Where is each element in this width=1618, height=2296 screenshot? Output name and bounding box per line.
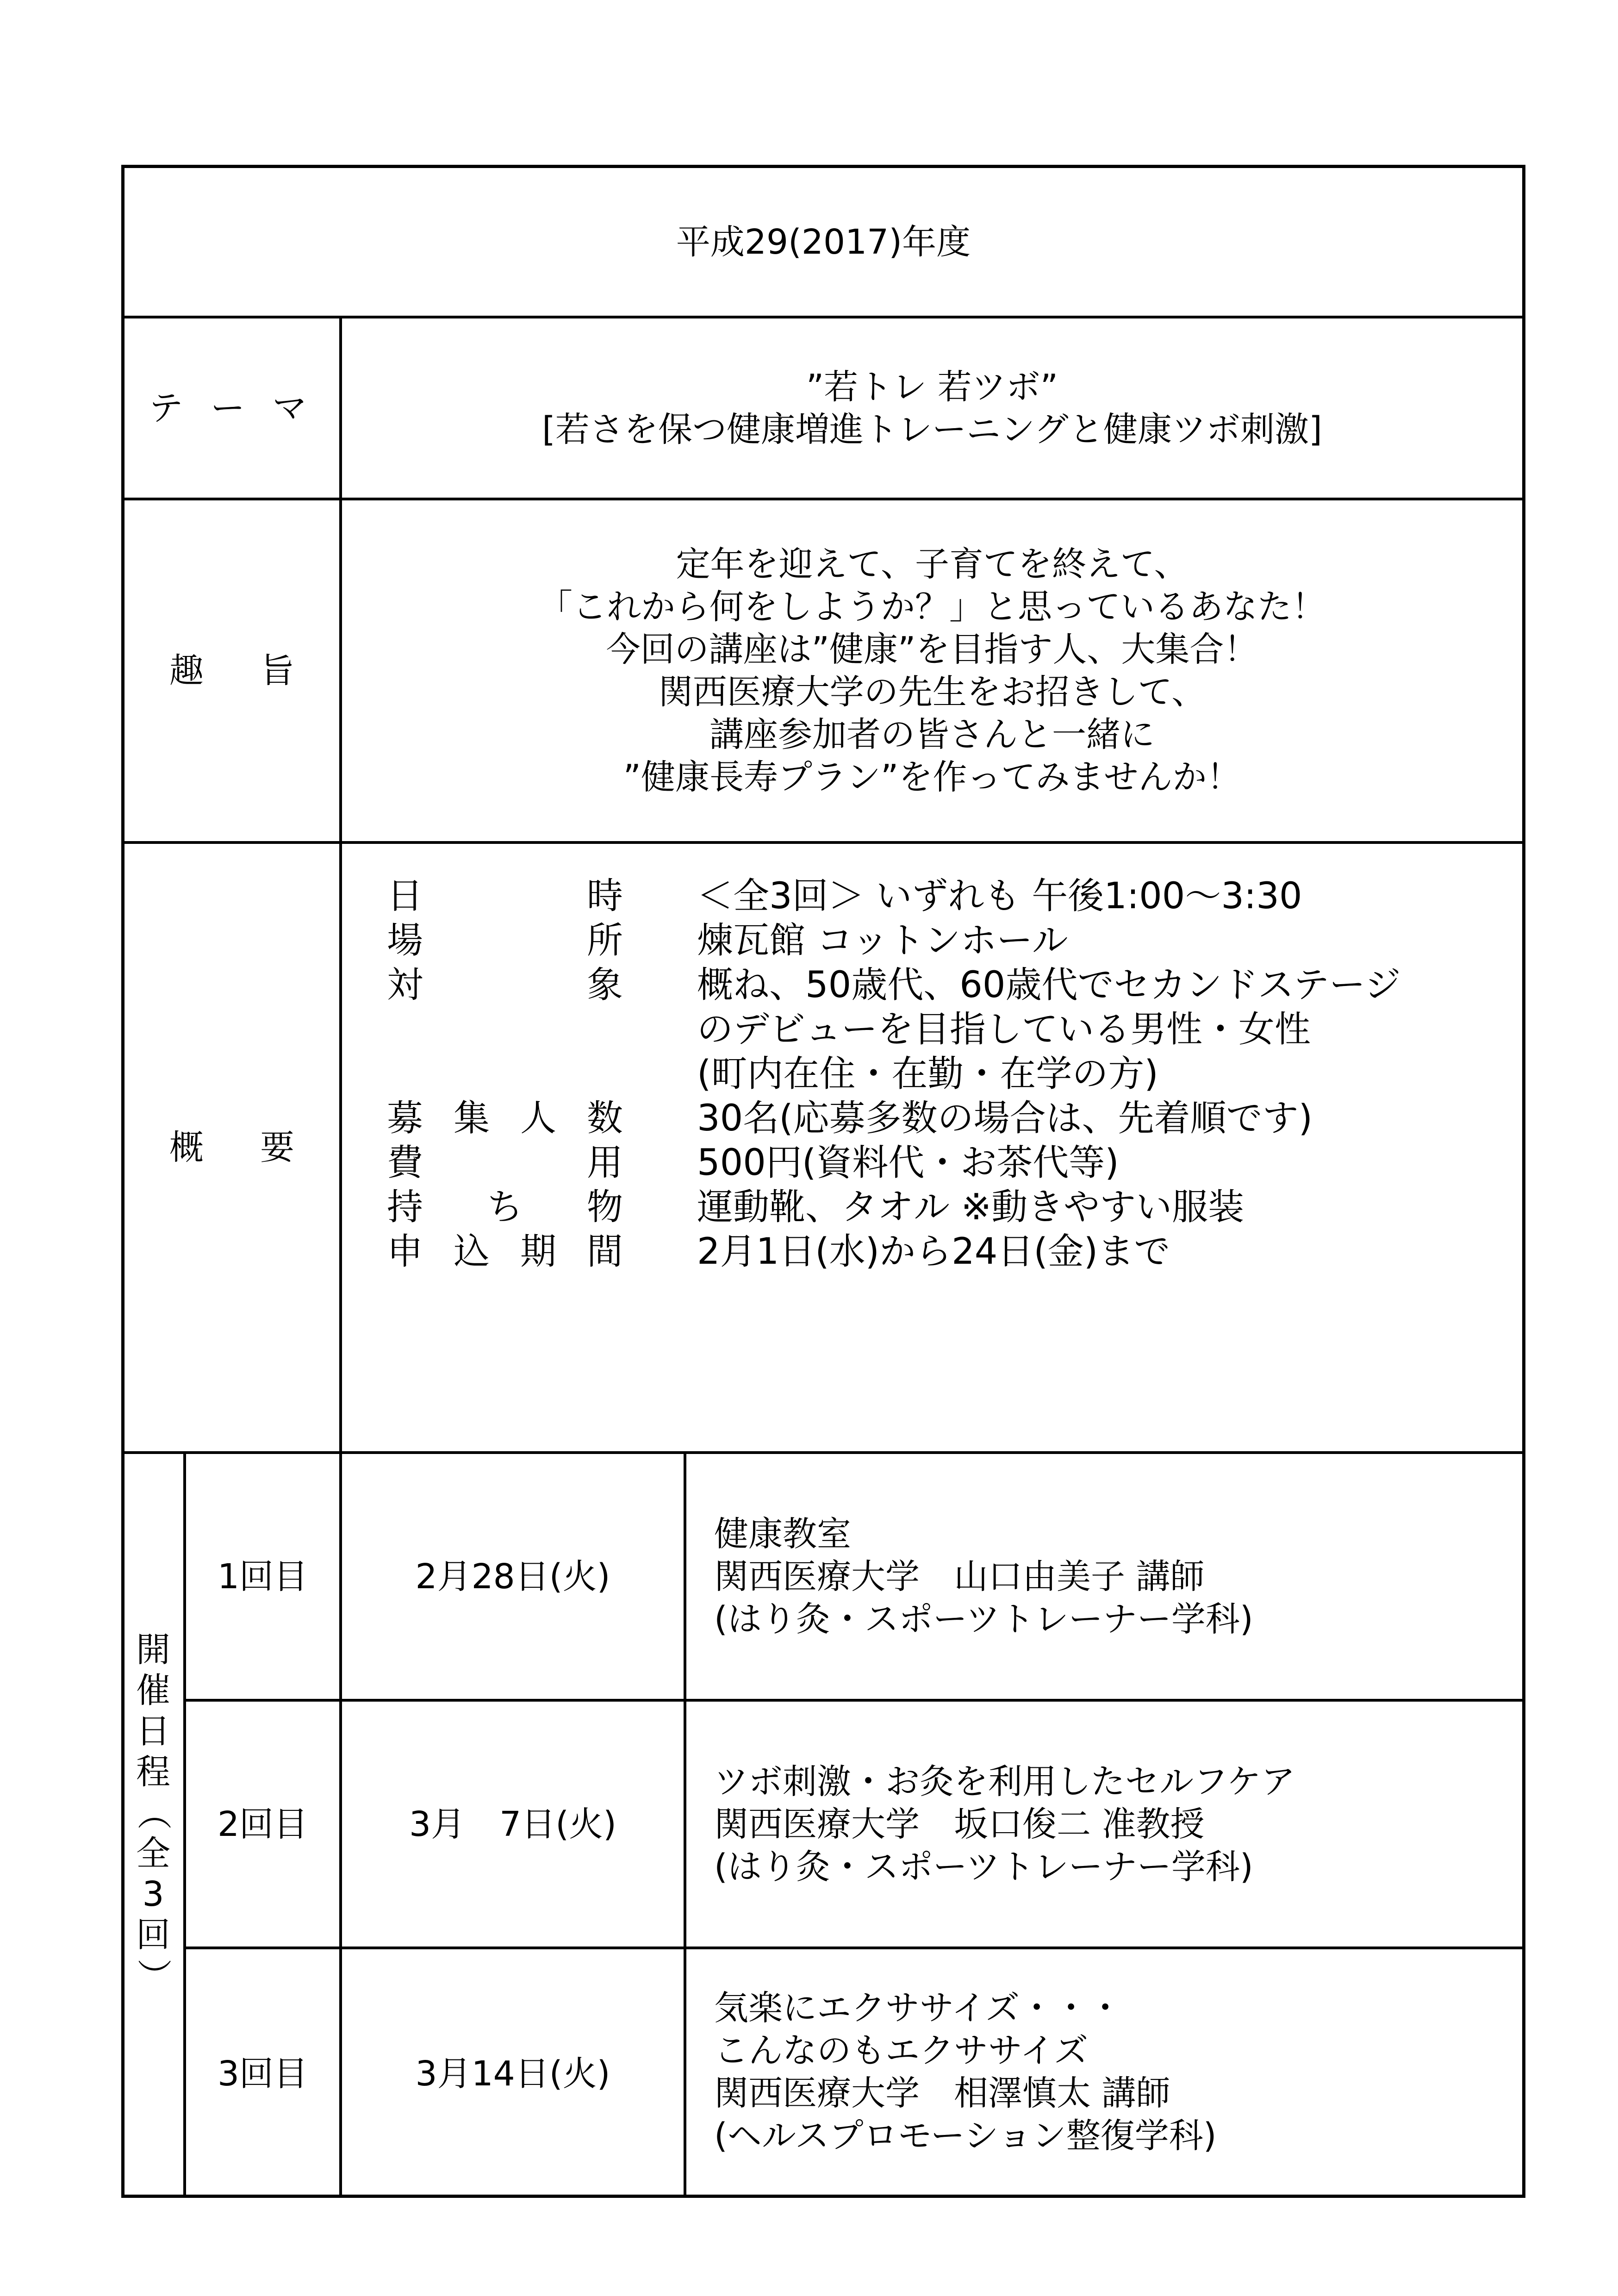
session-3-number [186,1949,339,2198]
session-detail-line: 気楽にエクササイズ・・・ [714,1988,1123,2028]
session-number-text: 1回目 [217,1556,308,1597]
session-detail-line: (はり灸・スポーツトレーナー学科) [714,1847,1253,1887]
overview-label-char-2: 要 [260,1128,294,1167]
overview-row-value: 30名(応募多数の場合は、先着順です) [697,1098,1313,1139]
label-char: 間 [586,1231,623,1273]
label-char: 用 [586,1142,623,1184]
schedule-vertical-label [131,1629,175,1996]
label-char: 集 [453,1098,490,1139]
purpose-line: 講座参加者の皆さんと一緒に [709,715,1155,755]
schedule-label-char: ） [133,1959,173,1993]
label-char: 所 [586,920,623,961]
schedule-label-char: 開 [136,1630,170,1670]
label-char: 費 [387,1142,423,1184]
session-detail-line: 関西医療大学 相澤慎太 講師 [714,2073,1170,2113]
overview-row-label [387,1141,623,1185]
session-1-date [342,1454,684,1699]
session-detail-line: 関西医療大学 坂口俊二 准教授 [714,1804,1205,1844]
session-date-text: 3月 7日(火) [409,1804,616,1844]
label-char: 期 [520,1231,556,1273]
schedule-label-char: （ [133,1796,173,1830]
overview-label-cell [124,844,339,1451]
fiscal-year-text: 平成29(2017)年度 [676,222,971,262]
label-char: 申 [387,1231,423,1273]
session-detail-line: 健康教室 [714,1514,851,1554]
label-char: 対 [387,964,423,1006]
label-char: 象 [586,964,623,1006]
session-3-date [342,1949,684,2198]
label-char: 数 [586,1098,623,1139]
purpose-label [169,649,294,692]
session-number-text: 2回目 [217,1804,308,1844]
session-number-text: 3回目 [217,2053,308,2094]
session-date-text: 3月14日(火) [415,2053,610,2094]
session-detail-line: 関西医療大学 山口由美子 講師 [714,1556,1205,1597]
overview-label [169,1126,294,1169]
fiscal-year-title [124,168,1522,316]
schedule-label-char: 3 [142,1874,164,1914]
purpose-line: 関西医療大学の先生をお招きして、 [658,672,1206,712]
schedule-label-char: 催 [136,1671,170,1710]
session-2-date [342,1702,684,1947]
session-detail-line: こんなのもエクササイズ [714,2031,1089,2071]
label-char: ち [486,1186,523,1228]
overview-row-value: 500円(資料代・お茶代等) [697,1142,1119,1184]
divider-schedule-date [684,1451,686,2198]
session-2-number [186,1702,339,1947]
label-char: 人 [520,1098,556,1139]
purpose-content-cell [342,500,1522,841]
theme-title: ”若トレ 若ツボ” [806,367,1058,407]
purpose-line: 定年を迎えて、子育てを終えて、 [676,544,1189,584]
label-char: 持 [387,1186,423,1228]
session-1-details [714,1454,1519,1699]
schedule-label-char: 回 [136,1915,170,1955]
overview-row-value: 2月1日(水)から24日(金)まで [697,1231,1170,1273]
overview-row-label [387,874,623,918]
label-char: 物 [586,1186,623,1228]
label-char: 場 [387,920,423,961]
label-char: 日 [387,875,423,917]
theme-subtitle: [若さを保つ健康増進トレーニングと健康ツボ刺激] [542,409,1322,449]
purpose-label-char-2: 旨 [260,651,294,691]
schedule-label-char: 日 [136,1711,170,1751]
overview-row-value: ＜全3回＞ いずれも 午後1:00～3:30 [697,875,1302,917]
session-detail-line: (はり灸・スポーツトレーナー学科) [714,1599,1253,1639]
label-char: 込 [453,1231,490,1273]
purpose-line: 「これから何をしようか？」と思っているあなた！ [538,587,1326,627]
overview-row-value: のデビューを目指している男性・女性 [697,1009,1311,1050]
theme-label: テ ー マ [149,388,315,428]
schedule-label-char: 程 [136,1752,170,1792]
overview-row-label [387,1185,623,1229]
label-char: 募 [387,1098,423,1139]
session-2-details [714,1702,1519,1947]
overview-row-label [387,1096,623,1141]
overview-row-label [387,918,623,963]
overview-row-label [387,1229,623,1274]
session-detail-line: ツボ刺激・お灸を利用したセルフケア [714,1761,1295,1802]
session-1-number [186,1454,339,1699]
session-detail-line: (ヘルスプロモーション整復学科) [714,2116,1217,2156]
purpose-line: ”健康長寿プラン”を作ってみませんか！ [623,757,1241,797]
overview-row-value: 煉瓦館 コットンホール [697,920,1068,961]
theme-content-cell [342,318,1522,498]
purpose-line: 今回の講座は”健康”を目指す人、大集合！ [606,630,1258,669]
overview-label-char-1: 概 [169,1128,204,1167]
theme-label-cell [124,318,339,498]
overview-row-value: 概ね、50歳代、60歳代でセカンドステージ [697,964,1401,1006]
overview-row-value: (町内在住・在勤・在学の方) [697,1053,1158,1095]
session-3-details [714,1949,1519,2195]
overview-row-label [387,963,623,1007]
schedule-label-char: 全 [136,1834,170,1873]
purpose-label-char-1: 趣 [169,651,204,691]
overview-row-value: 運動靴、タオル ※動きやすい服装 [697,1186,1245,1228]
session-date-text: 2月28日(火) [415,1556,610,1597]
label-char: 時 [586,875,623,917]
purpose-label-cell [124,500,339,841]
